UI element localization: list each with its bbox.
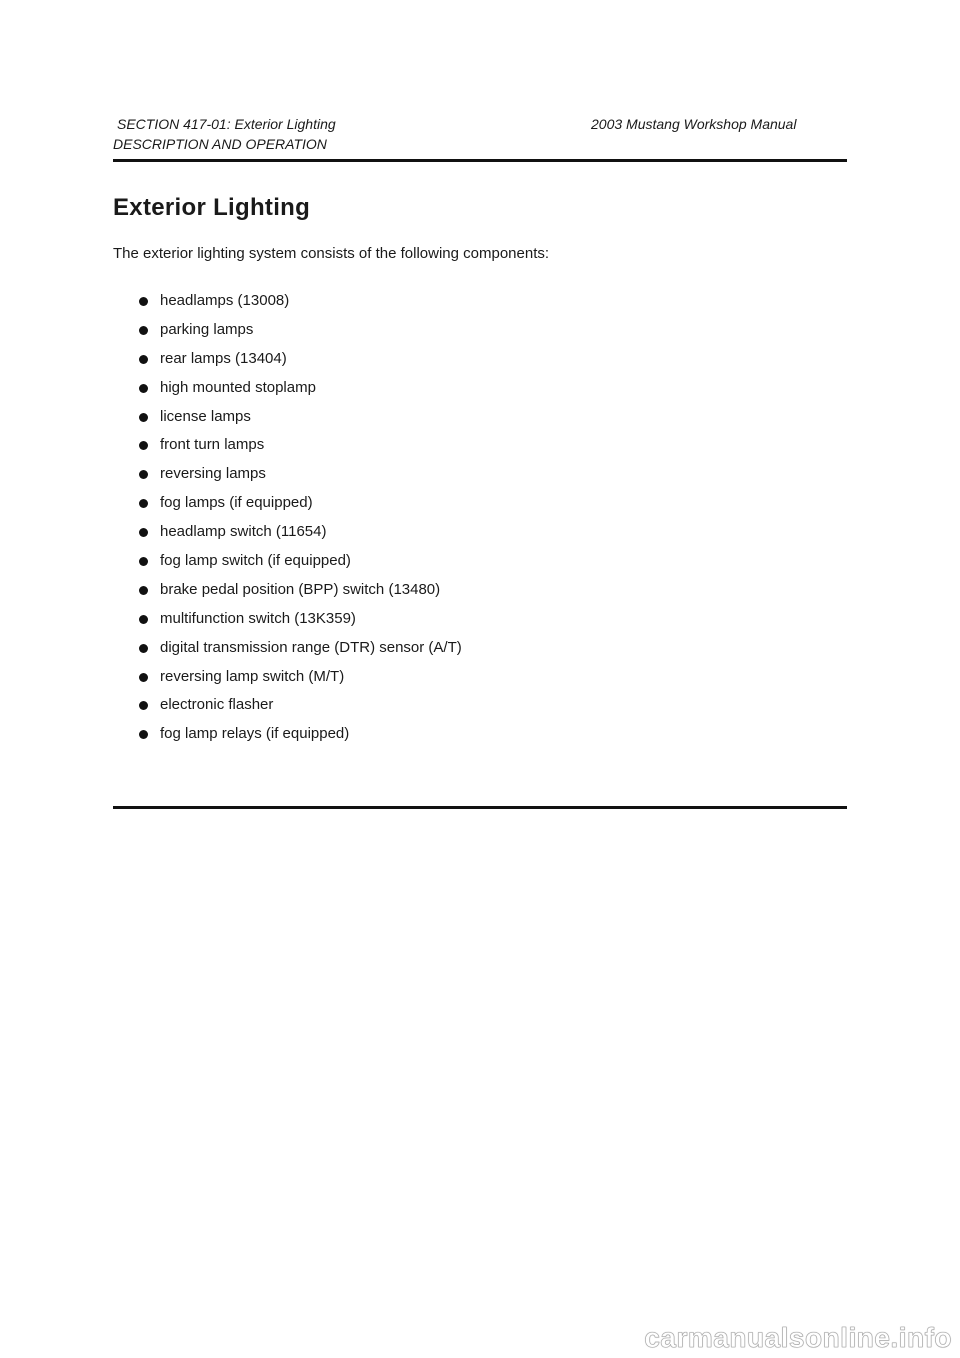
list-item bbox=[139, 667, 462, 696]
list-item-text: fog lamp relays (if equipped) bbox=[160, 725, 350, 743]
bullet-icon bbox=[139, 326, 148, 335]
list-item-text: parking lamps bbox=[160, 320, 254, 338]
bullet-icon bbox=[139, 701, 148, 710]
bullet-icon bbox=[139, 557, 148, 566]
component-list bbox=[139, 291, 462, 753]
list-item-text: brake pedal position (BPP) switch (13480) bbox=[160, 580, 441, 598]
manual-title: 2003 Mustang Workshop Manual bbox=[591, 116, 797, 132]
list-item bbox=[139, 580, 462, 609]
bullet-icon bbox=[139, 528, 148, 537]
bullet-icon bbox=[139, 644, 148, 653]
list-item-text: headlamp switch (11654) bbox=[160, 523, 327, 541]
list-item-text: license lamps bbox=[160, 407, 251, 425]
list-item-text: reversing lamp switch (M/T) bbox=[160, 667, 345, 685]
bullet-icon bbox=[139, 470, 148, 479]
list-item bbox=[139, 464, 462, 493]
watermark: carmanualsonline.info bbox=[644, 1322, 952, 1353]
list-item bbox=[139, 378, 462, 407]
list-item-text: rear lamps (13404) bbox=[160, 349, 287, 367]
list-item-text: headlamps (13008) bbox=[160, 292, 290, 309]
list-item-text: electronic flasher bbox=[160, 696, 274, 714]
bullet-icon bbox=[139, 384, 148, 393]
list-item bbox=[139, 638, 462, 667]
list-item bbox=[139, 435, 462, 464]
list-item-text: multifunction switch (13K359) bbox=[160, 609, 356, 627]
document-subtitle: DESCRIPTION AND OPERATION bbox=[113, 136, 327, 152]
list-item bbox=[139, 407, 462, 436]
list-item bbox=[139, 291, 462, 320]
bullet-icon bbox=[139, 615, 148, 624]
bullet-icon bbox=[139, 499, 148, 508]
footer-divider bbox=[113, 806, 847, 809]
list-item bbox=[139, 493, 462, 522]
list-item bbox=[139, 551, 462, 580]
list-item bbox=[139, 695, 462, 724]
list-item bbox=[139, 724, 462, 753]
bullet-icon bbox=[139, 673, 148, 682]
bullet-icon bbox=[139, 586, 148, 595]
list-item-text: fog lamp switch (if equipped) bbox=[160, 552, 351, 570]
list-item bbox=[139, 349, 462, 378]
bullet-icon bbox=[139, 355, 148, 364]
intro-paragraph: The exterior lighting system consists of the following components: bbox=[113, 245, 550, 262]
section-header: SECTION 417-01: Exterior Lighting bbox=[117, 116, 336, 132]
bullet-icon bbox=[139, 441, 148, 450]
list-item bbox=[139, 320, 462, 349]
list-item bbox=[139, 522, 462, 551]
bullet-icon bbox=[139, 297, 148, 306]
bullet-icon bbox=[139, 413, 148, 422]
bullet-icon bbox=[139, 730, 148, 739]
list-item bbox=[139, 609, 462, 638]
list-item-text: high mounted stoplamp bbox=[160, 378, 316, 396]
header-divider bbox=[113, 159, 847, 162]
list-item-text: reversing lamps bbox=[160, 465, 266, 483]
page-title: Exterior Lighting bbox=[113, 194, 311, 221]
list-item-text: digital transmission range (DTR) sensor (A/T) bbox=[160, 638, 462, 656]
list-item-text: fog lamps (if equipped) bbox=[160, 494, 313, 512]
list-item-text: front turn lamps bbox=[160, 436, 265, 454]
